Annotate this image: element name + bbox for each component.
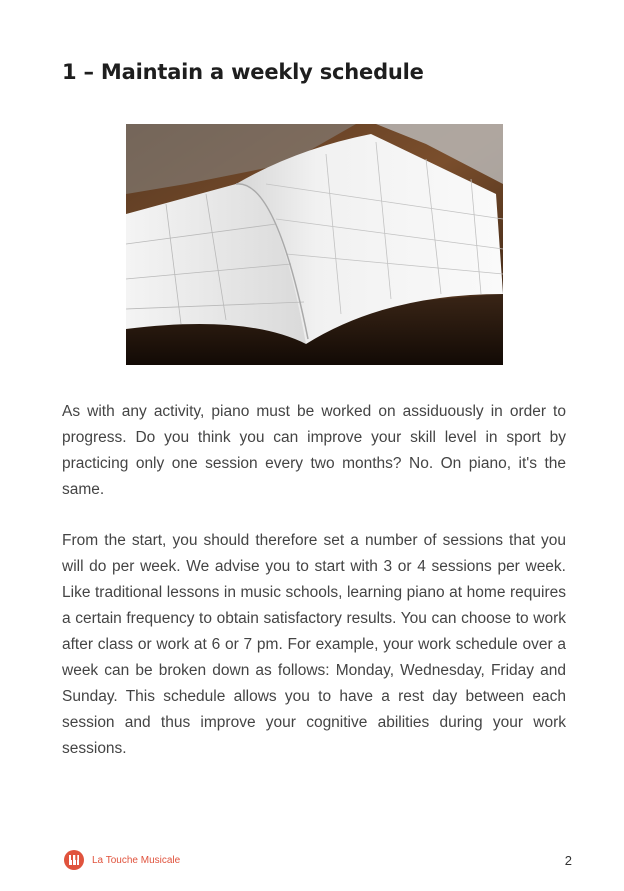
paragraph-schedule: From the start, you should therefore set a number of sessions that you will do per week. We advise you to start with 3 or 4 sessions per week. Like traditional lessons in music schools, learning piano at home requires a certain frequency to obtain satisfactory results. You can choose to work after class or work at 6 or 7 pm. For example, your work schedule over a week can be broken down as follows: Monday, Wednesday, Friday and Sunday. This schedule allows you to have a rest day between each session and thus improve your cognitive abilities during your work sessions.	[62, 532, 566, 757]
paragraph-intro: As with any activity, piano must be worked on assiduously in order to progress. Do you think you can improve your skill level in sport by practicing only one session every two months? No. On piano, it's the same.	[62, 403, 566, 498]
footer-brand	[64, 850, 180, 870]
planner-photo	[126, 124, 503, 365]
brand-name: La Touche Musicale	[92, 854, 181, 866]
section-heading: 1 – Maintain a weekly schedule	[62, 60, 424, 84]
page-number: 2	[564, 853, 572, 868]
piano-keys-logo-icon	[64, 850, 84, 870]
